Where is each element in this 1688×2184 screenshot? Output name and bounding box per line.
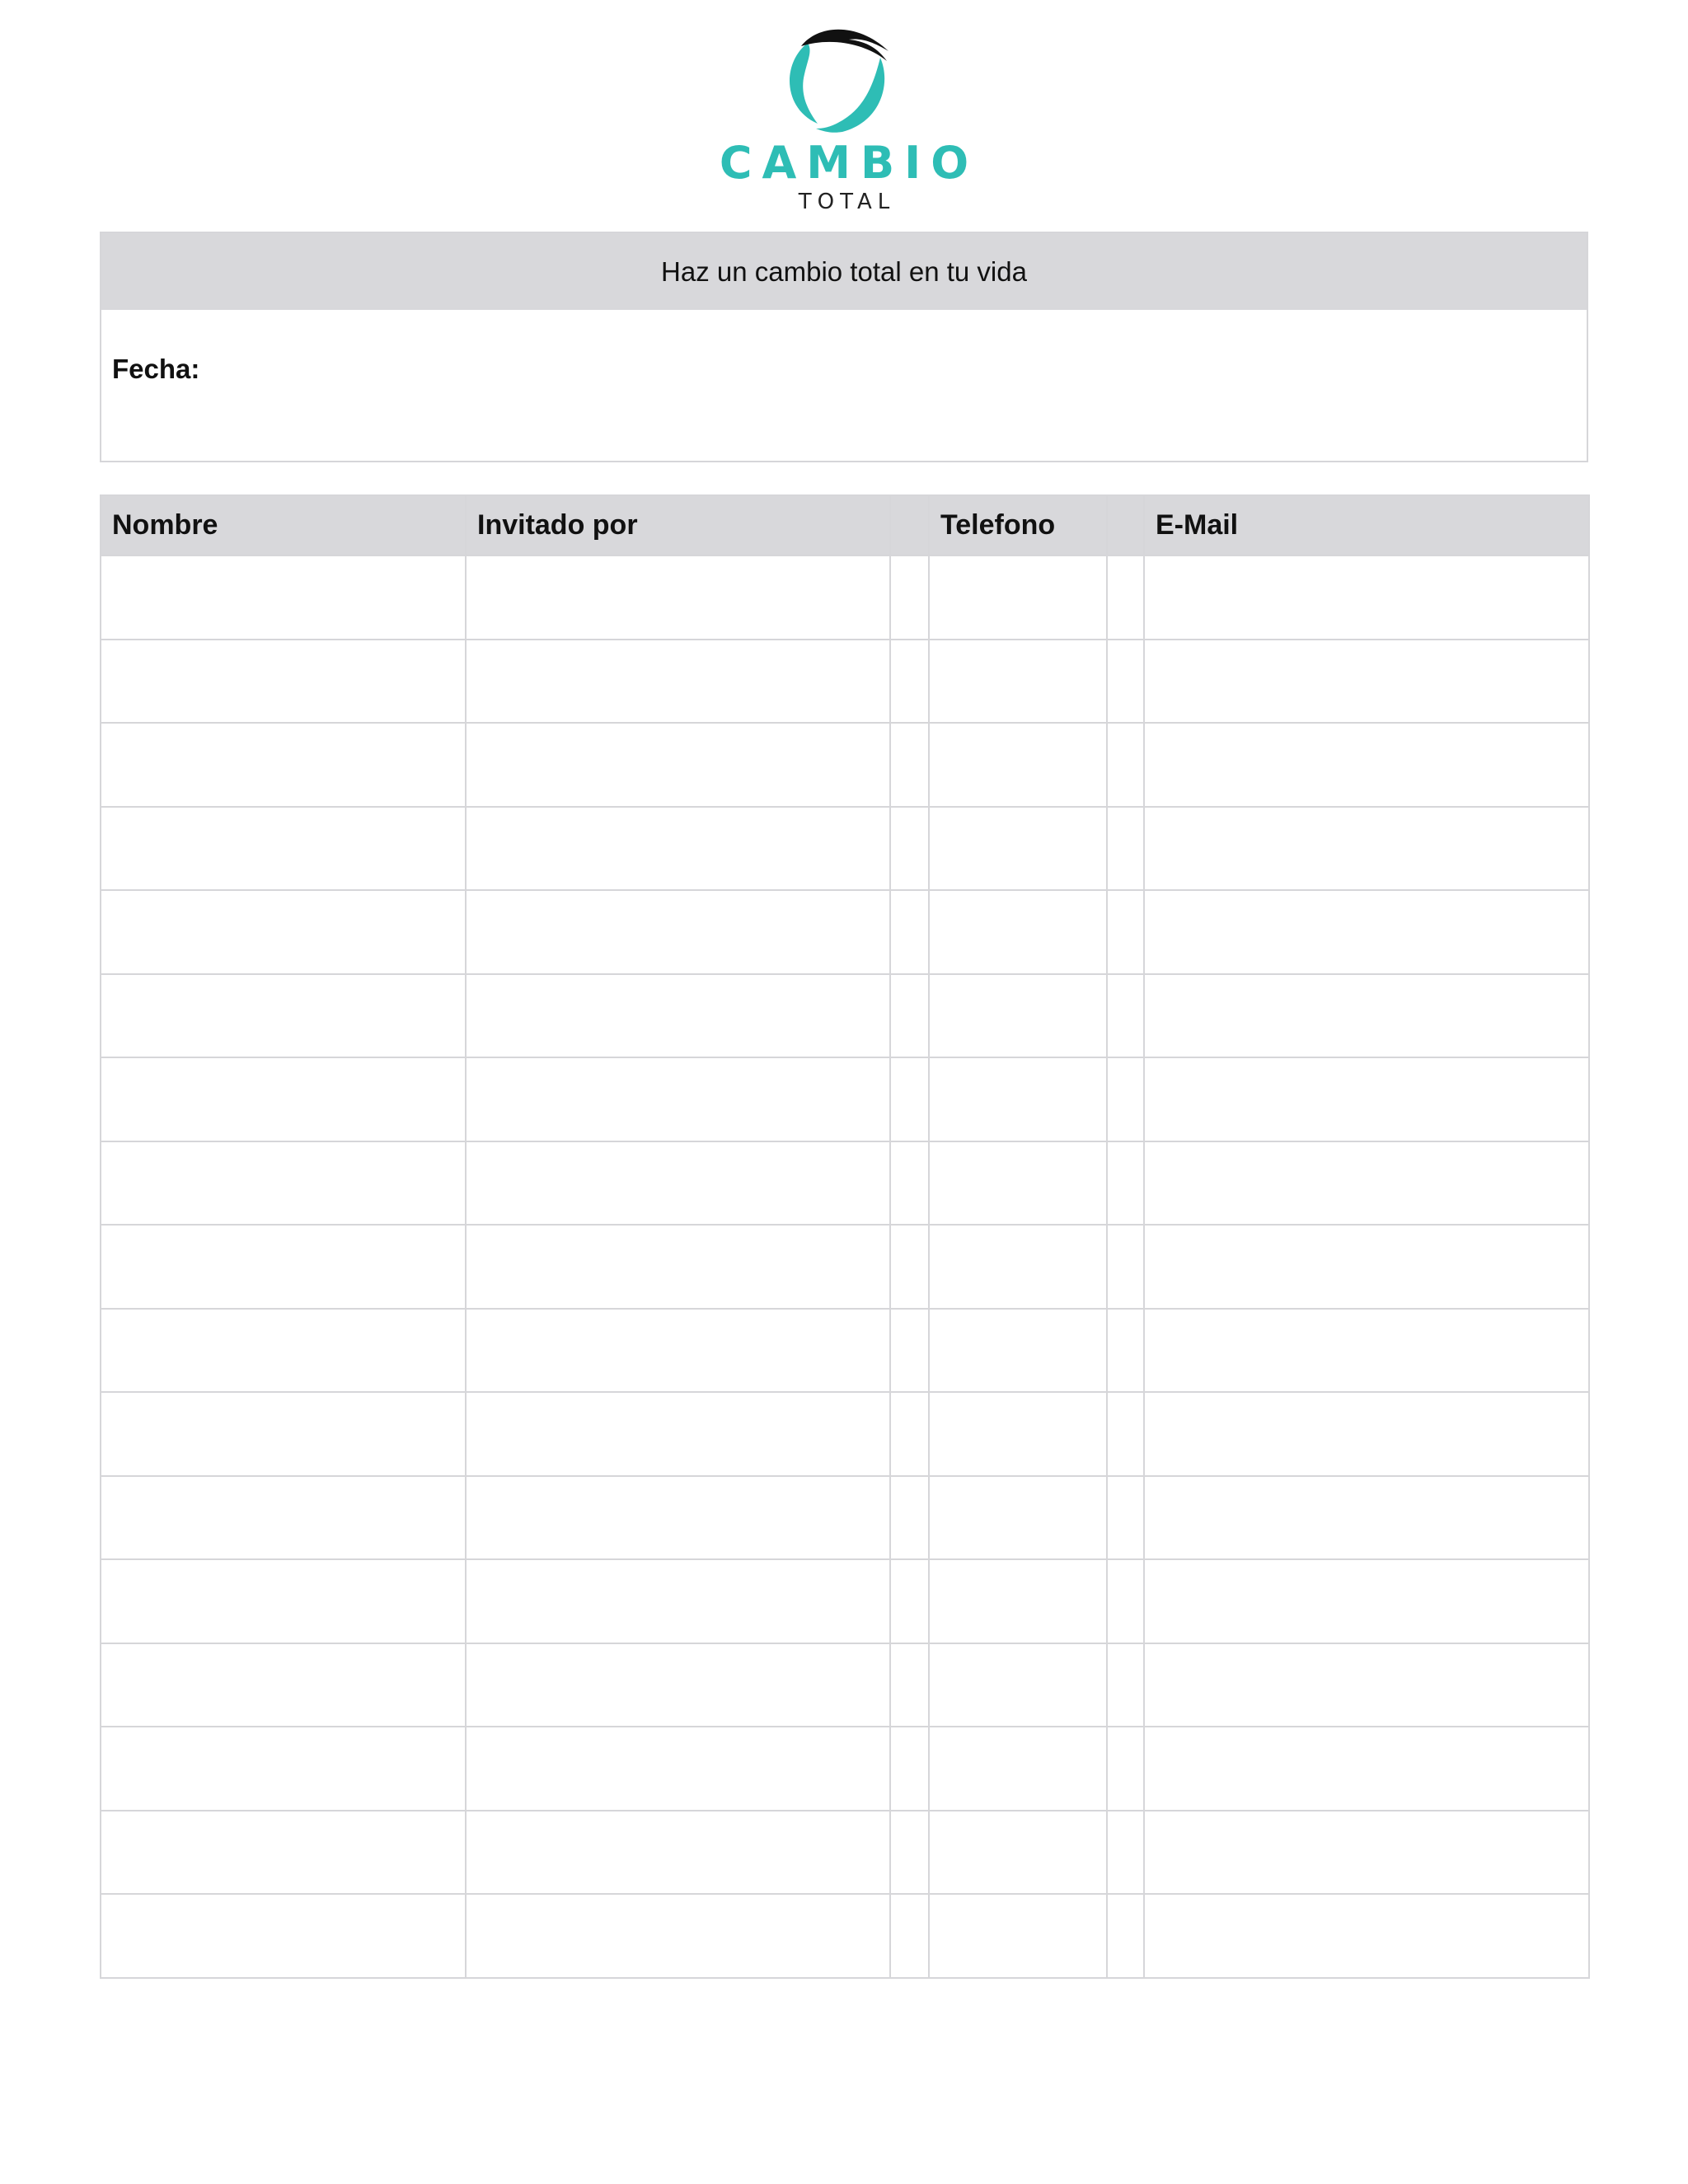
header-box	[100, 232, 1588, 462]
spacer-cell	[1107, 1559, 1144, 1643]
table-row	[101, 1894, 1589, 1978]
name-cell[interactable]	[101, 1141, 466, 1226]
spacer-cell	[1107, 974, 1144, 1058]
table-row	[101, 640, 1589, 724]
name-cell[interactable]	[101, 1476, 466, 1560]
table-row	[101, 890, 1589, 974]
phone-cell[interactable]	[929, 1225, 1107, 1309]
name-cell[interactable]	[101, 1811, 466, 1895]
invited-by-cell[interactable]	[466, 1476, 890, 1560]
spacer-cell	[890, 723, 929, 807]
email-cell[interactable]	[1144, 807, 1589, 891]
phone-cell[interactable]	[929, 1392, 1107, 1476]
spacer-cell	[1107, 1392, 1144, 1476]
logo-subtitle: TOTAL	[798, 190, 896, 214]
cambio-swirl-icon	[775, 18, 898, 142]
table-row	[101, 1225, 1589, 1309]
email-cell[interactable]	[1144, 1309, 1589, 1393]
spacer-cell	[890, 1225, 929, 1309]
table-row	[101, 1309, 1589, 1393]
spacer-cell	[890, 974, 929, 1058]
spacer-cell	[1107, 807, 1144, 891]
table-header-row	[101, 495, 1589, 555]
phone-cell[interactable]	[929, 1057, 1107, 1141]
table-row	[101, 555, 1589, 640]
name-cell[interactable]	[101, 1559, 466, 1643]
email-cell[interactable]	[1144, 974, 1589, 1058]
spacer-cell	[890, 640, 929, 724]
phone-cell[interactable]	[929, 640, 1107, 724]
spacer-cell	[890, 890, 929, 974]
spacer-cell	[890, 1727, 929, 1811]
email-cell[interactable]	[1144, 1643, 1589, 1727]
spacer-cell	[1107, 1643, 1144, 1727]
table-row	[101, 1476, 1589, 1560]
email-cell[interactable]	[1144, 1141, 1589, 1226]
phone-cell[interactable]	[929, 1309, 1107, 1393]
invited-by-cell[interactable]	[466, 1057, 890, 1141]
email-cell[interactable]	[1144, 1476, 1589, 1560]
spacer-cell	[1107, 723, 1144, 807]
date-label: Fecha:	[112, 354, 200, 384]
invited-by-cell[interactable]	[466, 1643, 890, 1727]
email-cell[interactable]	[1144, 1559, 1589, 1643]
invited-by-cell[interactable]	[466, 1811, 890, 1895]
invited-by-cell[interactable]	[466, 974, 890, 1058]
table-row	[101, 974, 1589, 1058]
invited-by-cell[interactable]	[466, 807, 890, 891]
table-row	[101, 1057, 1589, 1141]
email-cell[interactable]	[1144, 1057, 1589, 1141]
spacer-cell	[1107, 1476, 1144, 1560]
phone-cell[interactable]	[929, 974, 1107, 1058]
spacer-cell	[1107, 1225, 1144, 1309]
phone-cell[interactable]	[929, 1141, 1107, 1226]
column-header-email: E-Mail	[1144, 495, 1589, 555]
table-row	[101, 1392, 1589, 1476]
phone-cell[interactable]	[929, 890, 1107, 974]
invited-by-cell[interactable]	[466, 1392, 890, 1476]
email-cell[interactable]	[1144, 1894, 1589, 1978]
spacer-cell	[890, 1141, 929, 1226]
table-body	[101, 555, 1589, 1978]
email-cell[interactable]	[1144, 640, 1589, 724]
name-cell[interactable]	[101, 1643, 466, 1727]
spacer-cell	[890, 1476, 929, 1560]
invited-by-cell[interactable]	[466, 890, 890, 974]
spacer-cell	[890, 1811, 929, 1895]
invited-by-cell[interactable]	[466, 1225, 890, 1309]
spacer-cell	[1107, 890, 1144, 974]
logo-wordmark: CAMBIO	[719, 137, 979, 189]
invited-by-cell[interactable]	[466, 1727, 890, 1811]
spacer-cell	[890, 1643, 929, 1727]
email-cell[interactable]	[1144, 1225, 1589, 1309]
invited-by-cell[interactable]	[466, 1559, 890, 1643]
table-row	[101, 1811, 1589, 1895]
email-cell[interactable]	[1144, 723, 1589, 807]
name-cell[interactable]	[101, 640, 466, 724]
phone-cell[interactable]	[929, 1476, 1107, 1560]
name-cell[interactable]	[101, 890, 466, 974]
table-row	[101, 1727, 1589, 1811]
table-row	[101, 1643, 1589, 1727]
tagline: Haz un cambio total en tu vida	[101, 233, 1587, 310]
signup-table	[100, 494, 1590, 1979]
email-cell[interactable]	[1144, 1392, 1589, 1476]
logo	[0, 0, 1688, 223]
column-header-spacer	[890, 495, 929, 555]
spacer-cell	[1107, 1811, 1144, 1895]
spacer-cell	[1107, 1057, 1144, 1141]
invited-by-cell[interactable]	[466, 555, 890, 640]
name-cell[interactable]	[101, 723, 466, 807]
table-row	[101, 1141, 1589, 1226]
column-header-name: Nombre	[101, 495, 466, 555]
table-row	[101, 723, 1589, 807]
phone-cell[interactable]	[929, 723, 1107, 807]
invited-by-cell[interactable]	[466, 1894, 890, 1978]
phone-cell[interactable]	[929, 807, 1107, 891]
column-header-invited-by: Invitado por	[466, 495, 890, 555]
email-cell[interactable]	[1144, 1811, 1589, 1895]
name-cell[interactable]	[101, 1225, 466, 1309]
invited-by-cell[interactable]	[466, 1309, 890, 1393]
table-row	[101, 807, 1589, 891]
name-cell[interactable]	[101, 974, 466, 1058]
invited-by-cell[interactable]	[466, 1141, 890, 1226]
spacer-cell	[1107, 1141, 1144, 1226]
phone-cell[interactable]	[929, 1643, 1107, 1727]
spacer-cell	[890, 555, 929, 640]
email-cell[interactable]	[1144, 555, 1589, 640]
phone-cell[interactable]	[929, 1727, 1107, 1811]
spacer-cell	[1107, 640, 1144, 724]
name-cell[interactable]	[101, 1309, 466, 1393]
spacer-cell	[890, 807, 929, 891]
spacer-cell	[890, 1559, 929, 1643]
phone-cell[interactable]	[929, 1894, 1107, 1978]
spacer-cell	[1107, 1894, 1144, 1978]
table-row	[101, 1559, 1589, 1643]
spacer-cell	[1107, 555, 1144, 640]
phone-cell[interactable]	[929, 1811, 1107, 1895]
email-cell[interactable]	[1144, 890, 1589, 974]
invited-by-cell[interactable]	[466, 723, 890, 807]
column-header-spacer	[1107, 495, 1144, 555]
name-cell[interactable]	[101, 807, 466, 891]
name-cell[interactable]	[101, 1057, 466, 1141]
phone-cell[interactable]	[929, 555, 1107, 640]
email-cell[interactable]	[1144, 1727, 1589, 1811]
invited-by-cell[interactable]	[466, 640, 890, 724]
name-cell[interactable]	[101, 1392, 466, 1476]
spacer-cell	[890, 1309, 929, 1393]
spacer-cell	[890, 1894, 929, 1978]
name-cell[interactable]	[101, 1894, 466, 1978]
phone-cell[interactable]	[929, 1559, 1107, 1643]
column-header-phone: Telefono	[929, 495, 1107, 555]
name-cell[interactable]	[101, 555, 466, 640]
name-cell[interactable]	[101, 1727, 466, 1811]
spacer-cell	[890, 1057, 929, 1141]
spacer-cell	[890, 1392, 929, 1476]
spacer-cell	[1107, 1309, 1144, 1393]
spacer-cell	[1107, 1727, 1144, 1811]
